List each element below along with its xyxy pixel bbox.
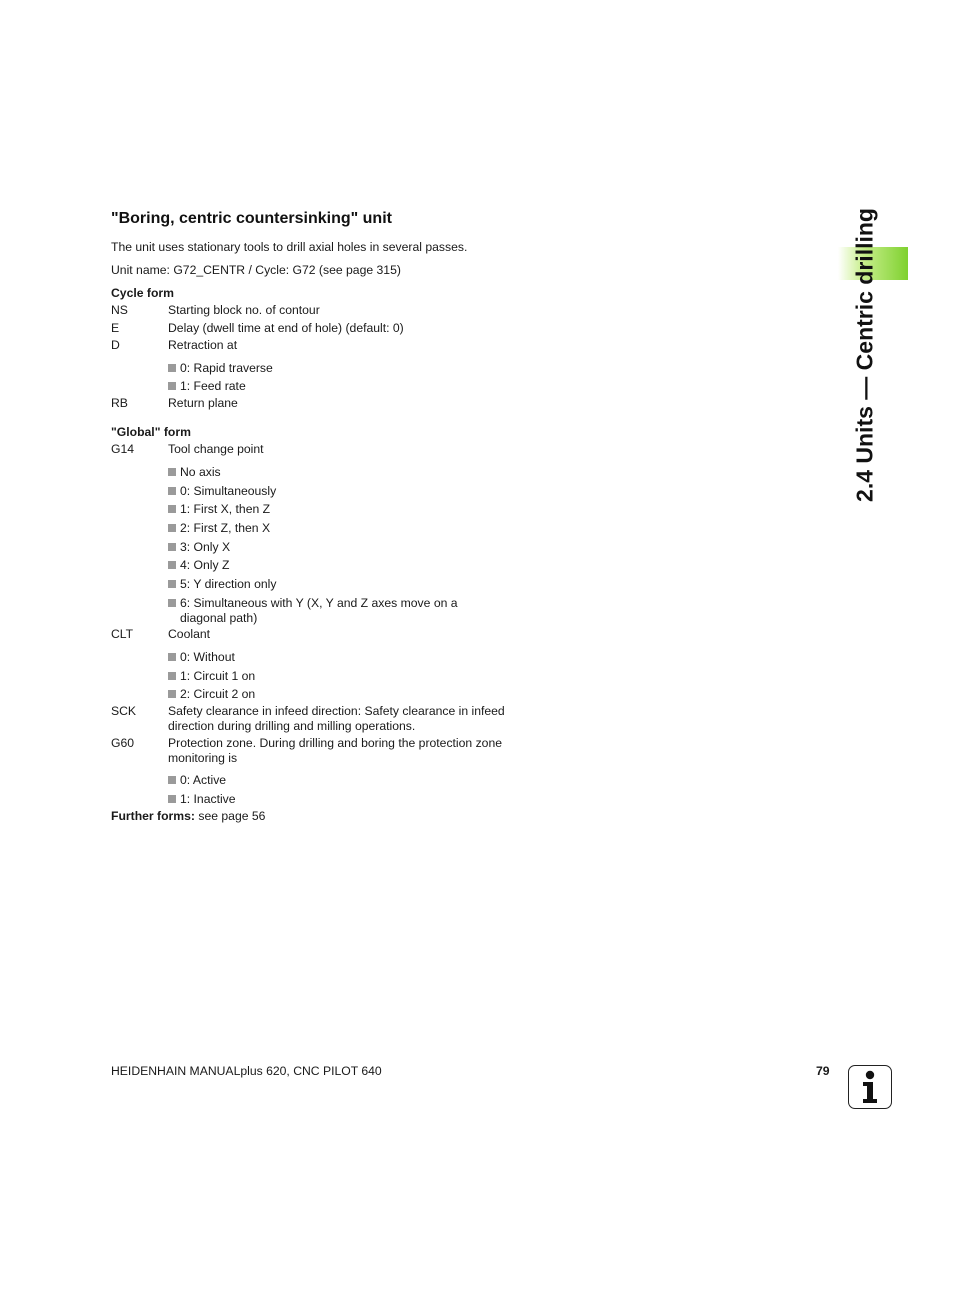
param-desc: Starting block no. of contour xyxy=(168,303,320,317)
square-bullet-icon xyxy=(168,561,176,569)
param-desc: Retraction at xyxy=(168,338,238,352)
global-form-heading: "Global" form xyxy=(111,425,191,439)
option-text: 3: Only X xyxy=(180,540,231,554)
section-title: "Boring, centric countersinking" unit xyxy=(111,210,392,227)
square-bullet-icon xyxy=(168,382,176,390)
square-bullet-icon xyxy=(168,672,176,680)
option-text: 0: Rapid traverse xyxy=(180,361,273,375)
option-text: 1: First X, then Z xyxy=(180,502,271,516)
param-code: E xyxy=(111,321,120,335)
param-desc: Safety clearance in infeed direction: Safety clearance in infeed direction during drilling and milling operations. xyxy=(168,704,505,733)
option-text: 1: Feed rate xyxy=(180,379,246,393)
square-bullet-icon xyxy=(168,580,176,588)
param-code: NS xyxy=(111,303,128,317)
further-forms-link[interactable]: see page 56 xyxy=(194,809,266,823)
further-forms-label: Further forms: xyxy=(111,809,195,823)
unit-name-text: Unit name: G72_CENTR / Cycle: G72 (see page 315) xyxy=(111,263,401,277)
option-text: 0: Active xyxy=(180,773,227,787)
option-text: 1: Circuit 1 on xyxy=(180,669,256,683)
param-code: G60 xyxy=(111,736,135,750)
option-text: 6: Simultaneous with Y (X, Y and Z axes move on a diagonal path) xyxy=(180,596,458,625)
square-bullet-icon xyxy=(168,364,176,372)
param-code: D xyxy=(111,338,120,352)
param-code: RB xyxy=(111,396,128,410)
option-text: 2: Circuit 2 on xyxy=(180,687,256,701)
square-bullet-icon xyxy=(168,653,176,661)
square-bullet-icon xyxy=(168,505,176,513)
param-desc: Return plane xyxy=(168,396,238,410)
param-code: G14 xyxy=(111,442,135,456)
square-bullet-icon xyxy=(168,690,176,698)
param-desc: Delay (dwell time at end of hole) (default: 0) xyxy=(168,321,404,335)
option-text: 1: Inactive xyxy=(180,792,236,806)
intro-text: The unit uses stationary tools to drill axial holes in several passes. xyxy=(111,240,468,254)
param-code: CLT xyxy=(111,627,134,641)
param-desc: Coolant xyxy=(168,627,211,641)
page-number: 79 xyxy=(816,1064,830,1078)
option-text: 2: First Z, then X xyxy=(180,521,271,535)
square-bullet-icon xyxy=(168,795,176,803)
chapter-side-title: 2.4 Units — Centric drilling xyxy=(851,208,878,502)
square-bullet-icon xyxy=(168,599,176,607)
param-desc: Tool change point xyxy=(168,442,264,456)
info-glyph xyxy=(855,1069,885,1105)
option-text: 5: Y direction only xyxy=(180,577,277,591)
info-icon[interactable] xyxy=(848,1065,892,1109)
square-bullet-icon xyxy=(168,524,176,532)
cycle-form-heading: Cycle form xyxy=(111,286,174,300)
param-desc: Protection zone. During drilling and boring the protection zone monitoring is xyxy=(168,736,503,765)
footer-text: HEIDENHAIN MANUALplus 620, CNC PILOT 640 xyxy=(111,1064,382,1078)
square-bullet-icon xyxy=(168,776,176,784)
further-forms xyxy=(111,809,265,823)
square-bullet-icon xyxy=(168,487,176,495)
option-text: 4: Only Z xyxy=(180,558,230,572)
option-text: No axis xyxy=(180,465,221,479)
square-bullet-icon xyxy=(168,543,176,551)
square-bullet-icon xyxy=(168,468,176,476)
param-code: SCK xyxy=(111,704,137,718)
option-text: 0: Without xyxy=(180,650,235,664)
option-text: 0: Simultaneously xyxy=(180,484,277,498)
